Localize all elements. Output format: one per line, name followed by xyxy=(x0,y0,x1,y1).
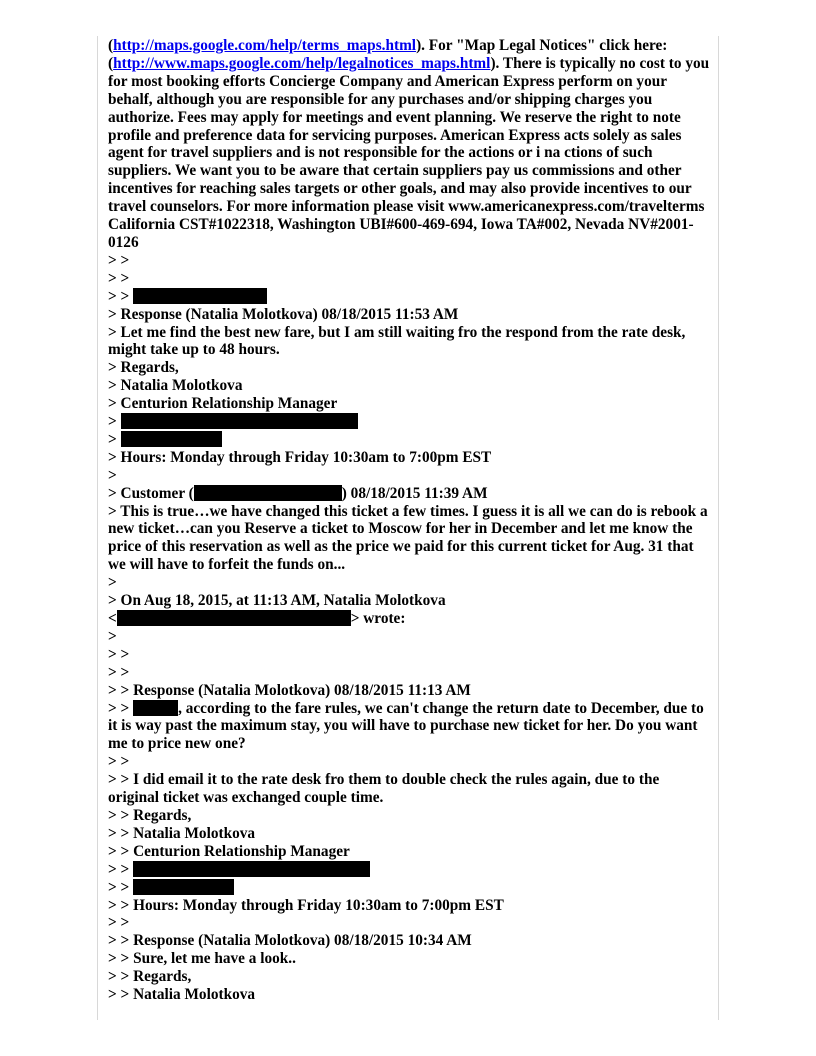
quote-prefix: > xyxy=(108,430,121,448)
quote-line: > > xyxy=(108,663,130,681)
signature-contact xyxy=(108,861,712,879)
response-body: > > I did email it to the rate desk fro them to double check the rules again, due to the original ticket was exchanged couple time. xyxy=(108,771,660,807)
quote-line: > > xyxy=(108,645,130,663)
legal-notices-link[interactable]: http://www.maps.google.com/help/legalnotices_maps.html xyxy=(113,54,491,72)
signature-title: > Centurion Relationship Manager xyxy=(108,395,338,413)
signature-name: > Natalia Molotkova xyxy=(108,377,243,395)
paren: ( xyxy=(108,37,114,54)
response-body: > Let me find the best new fare, but I am still waiting fro the respond from the rate desk, might take up to 48 hours. xyxy=(108,323,686,359)
signature-name: > > Natalia Molotkova xyxy=(108,824,256,842)
redaction-block xyxy=(133,861,370,877)
signature-name: > > Natalia Molotkova xyxy=(108,986,256,1004)
reply-attribution: > On Aug 18, 2015, at 11:13 AM, Natalia Molotkova xyxy=(108,592,446,610)
paren: ( xyxy=(108,54,114,72)
signature-hours: > > Hours: Monday through Friday 10:30am to 7:00pm EST xyxy=(108,896,504,914)
quote-line: > xyxy=(108,466,117,484)
redaction-block xyxy=(121,413,358,429)
response-body: > > Sure, let me have a look.. xyxy=(108,950,296,968)
response-text: , according to the fare rules, we can't change the return date to December, due to it is way past the maximum stay, you will have to purchase new ticket for her. Do you want me to price new one? xyxy=(108,699,704,753)
quote-line: > > xyxy=(108,914,130,932)
quote-prefix: > > xyxy=(108,860,134,878)
legal-notice-paragraph xyxy=(108,37,712,252)
signature-title: > > Centurion Relationship Manager xyxy=(108,842,350,860)
bracket: < xyxy=(108,610,117,627)
signature-regards: > > Regards, xyxy=(108,968,192,986)
redaction-block xyxy=(133,700,178,716)
response-header: > > Response (Natalia Molotkova) 08/18/2015 11:13 AM xyxy=(108,681,471,699)
redaction-block xyxy=(194,485,342,501)
response-header: > > Response (Natalia Molotkova) 08/18/2015 10:34 AM xyxy=(108,932,472,950)
redaction-block xyxy=(133,879,234,895)
customer-header-suffix: ) 08/18/2015 11:39 AM xyxy=(341,484,488,502)
quote-line: > xyxy=(108,627,117,645)
wrote-text: > wrote: xyxy=(350,610,406,627)
quote-prefix: > > xyxy=(108,699,134,717)
quote-line: > xyxy=(108,574,117,592)
quote-line xyxy=(108,288,712,306)
legal-text: ). There is typically no cost to you for most booking efforts Concierge Company and American Express perform on your behalf, although you are responsible for any purchases and/or shipping charges you authorize. Fees may apply for meetings and event planning. We reserve the right to note profile and preference data for servicing purposes. American Express acts solely as sales agent for travel suppliers and is not responsible for the actions or i na ctions of such suppliers. We want you to be aware that certain suppliers pay us commissions and other incentives for reaching sales targets or other goals, and may also provide incentives to our travel counselors. For more information please visit www.americanexpress.com/travelterms California CST#1022318, Washington UBI#600-469-694, Iowa TA#002, Nevada NV#2001-0126 xyxy=(108,54,710,251)
redaction-block xyxy=(121,431,222,447)
page-margin-rule-left xyxy=(97,36,98,1020)
customer-header xyxy=(108,485,712,503)
signature-contact xyxy=(108,879,712,897)
quote-line: > > xyxy=(108,753,130,771)
response-body xyxy=(108,700,712,754)
quote-prefix: > > xyxy=(108,287,134,305)
quote-line: > > xyxy=(108,269,130,287)
terms-maps-link[interactable]: http://maps.google.com/help/terms_maps.html xyxy=(113,37,417,54)
signature-contact xyxy=(108,431,712,449)
page-margin-rule-right xyxy=(718,36,719,1020)
response-header: > Response (Natalia Molotkova) 08/18/2015 11:53 AM xyxy=(108,305,459,323)
customer-header-prefix: > Customer ( xyxy=(108,484,194,502)
signature-regards: > > Regards, xyxy=(108,806,192,824)
quote-line: > > xyxy=(108,251,130,269)
reply-attribution-email xyxy=(108,610,712,628)
customer-body: > This is true…we have changed this ticket a few times. I guess it is all we can do is rebook a new ticket…can you Reserve a ticket to Moscow for her in December and let me know the price of this reservation as well as the price we paid for this current ticket for Aug. 31 that we will have to forfeit the funds on... xyxy=(108,502,708,574)
redaction-block xyxy=(133,288,267,304)
quote-prefix: > xyxy=(108,413,121,431)
legal-text: ). For "Map Legal Notices" click here: xyxy=(416,37,668,54)
signature-contact xyxy=(108,413,712,431)
quote-prefix: > > xyxy=(108,878,134,896)
redaction-block xyxy=(117,610,351,626)
signature-regards: > Regards, xyxy=(108,359,179,377)
signature-hours: > Hours: Monday through Friday 10:30am to 7:00pm EST xyxy=(108,448,492,466)
email-document xyxy=(108,37,712,1004)
